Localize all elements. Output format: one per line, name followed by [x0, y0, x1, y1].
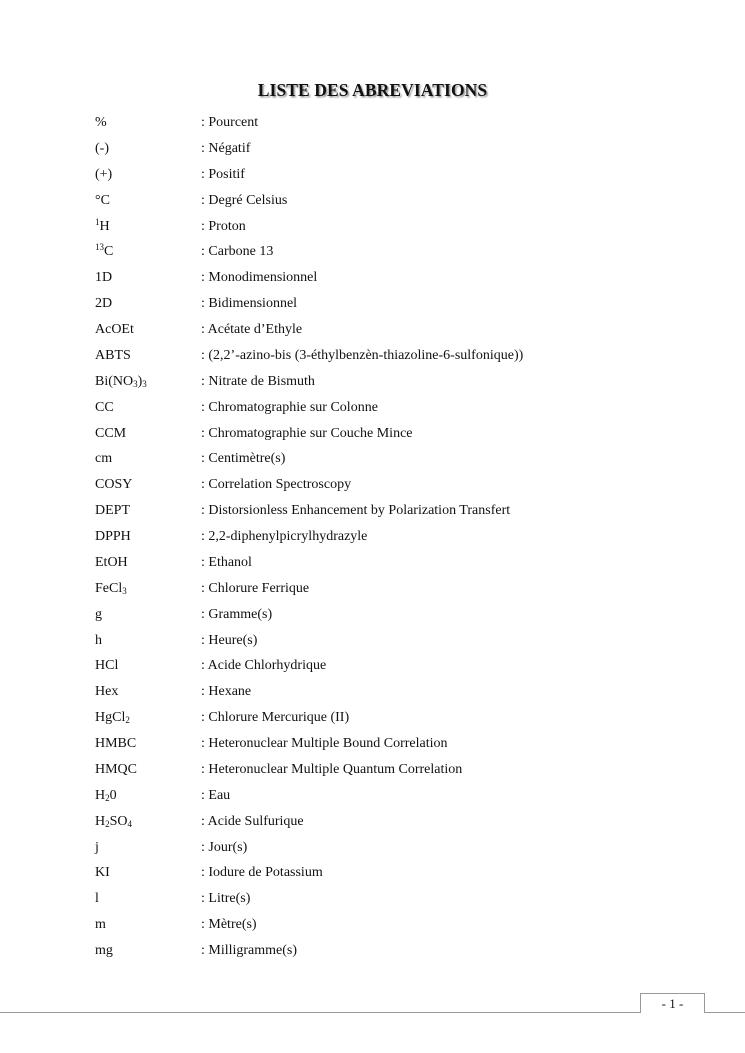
abbreviation-text: HCl	[95, 658, 119, 674]
abbreviation	[95, 942, 113, 960]
abbreviation-text: 1D	[95, 270, 113, 286]
abbreviation	[95, 399, 114, 417]
abbreviation	[95, 761, 137, 779]
definition: : Négatif	[201, 140, 251, 156]
abbreviation	[95, 916, 106, 934]
definition: : Centimètre(s)	[201, 451, 286, 467]
footer-divider	[0, 1012, 745, 1013]
definition: : Chlorure Ferrique	[201, 580, 310, 596]
abbreviation-text: l	[95, 891, 99, 907]
abbreviation-text: SO	[109, 813, 128, 829]
abbreviation	[95, 166, 112, 184]
abbreviation	[95, 243, 113, 261]
subscript: 2	[125, 715, 130, 726]
definition: : Positif	[201, 166, 245, 182]
abbreviation-text: %	[95, 115, 107, 130]
abbreviation-text: cm	[95, 451, 113, 467]
definition: : Chromatographie sur Couche Mince	[201, 425, 413, 441]
definition: : Heteronuclear Multiple Quantum Correlation	[201, 761, 463, 777]
abbreviation-text: C	[104, 244, 114, 260]
definition: : Hexane	[201, 684, 252, 700]
definition: : Chlorure Mercurique (II)	[201, 710, 350, 726]
abbreviation-text: Bi(NO	[95, 373, 134, 389]
abbreviation	[95, 425, 126, 443]
abbreviation	[95, 321, 134, 339]
subscript: 3	[142, 378, 147, 389]
abbreviation	[95, 890, 99, 908]
definition: : Pourcent	[201, 115, 259, 130]
subscript: 3	[133, 378, 138, 389]
abbreviation-text: m	[95, 917, 106, 933]
abbreviation	[95, 606, 102, 624]
definition: : Carbone 13	[201, 244, 274, 260]
abbreviation-text: 0	[109, 787, 117, 803]
abbreviation-text: g	[95, 606, 102, 622]
abbreviation	[95, 269, 112, 287]
abbreviation-text: H	[95, 787, 106, 803]
abbreviation-text: Hex	[95, 684, 119, 700]
abbreviation-text: DEPT	[95, 503, 130, 519]
definition: : Distorsionless Enhancement by Polarization Transfert	[201, 503, 511, 519]
definition: : Monodimensionnel	[201, 270, 318, 286]
definition: : Acide Sulfurique	[201, 813, 304, 829]
subscript: 4	[127, 818, 133, 829]
definition: : Proton	[201, 218, 246, 234]
superscript: 13	[95, 242, 104, 253]
abbreviation-text: °C	[95, 192, 110, 208]
abbreviation	[95, 450, 112, 468]
abbreviation-text: )	[137, 373, 143, 389]
page-number: - 1 -	[640, 993, 705, 1013]
abbreviation-text: KI	[95, 865, 110, 881]
subscript: 3	[122, 585, 127, 596]
abbreviation-text: AcOEt	[95, 322, 134, 337]
abbreviation	[95, 735, 136, 753]
abbreviation-text: h	[95, 632, 102, 648]
abbreviation-text: j	[95, 839, 99, 855]
abbreviation-text: HgCl	[95, 710, 126, 726]
abbreviation-text: H	[99, 218, 110, 234]
abbreviation-text: DPPH	[95, 529, 131, 544]
abbreviation	[95, 632, 102, 650]
abbreviation	[95, 502, 130, 520]
abbreviation-text: 2D	[95, 296, 113, 312]
definition: : Iodure de Potassium	[201, 865, 323, 881]
abbreviation-text: CC	[95, 399, 114, 415]
abbreviation	[95, 373, 147, 391]
abbreviation	[95, 347, 131, 365]
definition: : Bidimensionnel	[201, 296, 298, 312]
abbreviation-text: mg	[95, 943, 113, 958]
definition: : Milligramme(s)	[201, 943, 298, 958]
abbreviation	[95, 476, 132, 494]
abbreviation-text: HMQC	[95, 761, 138, 777]
abbreviation	[95, 709, 130, 727]
abbreviation-text: (+)	[95, 166, 113, 182]
abbreviation-text: COSY	[95, 477, 133, 493]
subscript: 2	[105, 792, 110, 803]
definition: : Degré Celsius	[201, 192, 288, 208]
abbreviation	[95, 528, 131, 546]
definition: : Litre(s)	[201, 891, 251, 907]
abbreviation-text: EtOH	[95, 554, 128, 570]
definition: : (2,2’-azino-bis (3-éthylbenzèn-thiazoline-6-sulfonique))	[201, 347, 524, 363]
definition: : Gramme(s)	[201, 606, 273, 622]
abbreviation-text: (-)	[95, 140, 109, 156]
abbreviation	[95, 140, 109, 158]
definition: : Heteronuclear Multiple Bound Correlation	[201, 736, 448, 751]
definition: : Mètre(s)	[201, 917, 257, 933]
abbreviation	[95, 580, 127, 598]
abbreviation	[95, 114, 107, 132]
abbreviation	[95, 192, 110, 210]
definition: : Eau	[201, 787, 231, 803]
definition: : Chromatographie sur Colonne	[201, 399, 378, 415]
abbreviation	[95, 787, 117, 805]
definition: : Acétate d’Ethyle	[201, 322, 303, 337]
abbreviation-text: ABTS	[95, 347, 131, 363]
abbreviation	[95, 813, 132, 831]
superscript: 1	[95, 216, 100, 227]
definition: : Ethanol	[201, 554, 252, 570]
abbreviation	[95, 839, 99, 857]
abbreviation	[95, 554, 128, 572]
definition: : Jour(s)	[201, 839, 248, 855]
definition: : Heure(s)	[201, 632, 258, 648]
definition: : 2,2-diphenylpicrylhydrazyle	[201, 529, 368, 544]
abbreviation	[95, 683, 118, 701]
abbreviation-text: HMBC	[95, 736, 137, 751]
abbreviation-text: H	[95, 813, 106, 829]
abbreviation	[95, 218, 110, 236]
abbreviation-text: CCM	[95, 425, 127, 441]
abbreviation-text: FeCl	[95, 580, 123, 596]
definition: : Correlation Spectroscopy	[201, 477, 352, 493]
abbreviation	[95, 864, 110, 882]
abbreviation	[95, 295, 112, 313]
page-title: LISTE DES ABREVIATIONS	[257, 80, 488, 100]
definition: : Acide Chlorhydrique	[201, 658, 327, 674]
definition: : Nitrate de Bismuth	[201, 373, 315, 389]
subscript: 2	[105, 818, 110, 829]
abbreviation	[95, 657, 118, 675]
